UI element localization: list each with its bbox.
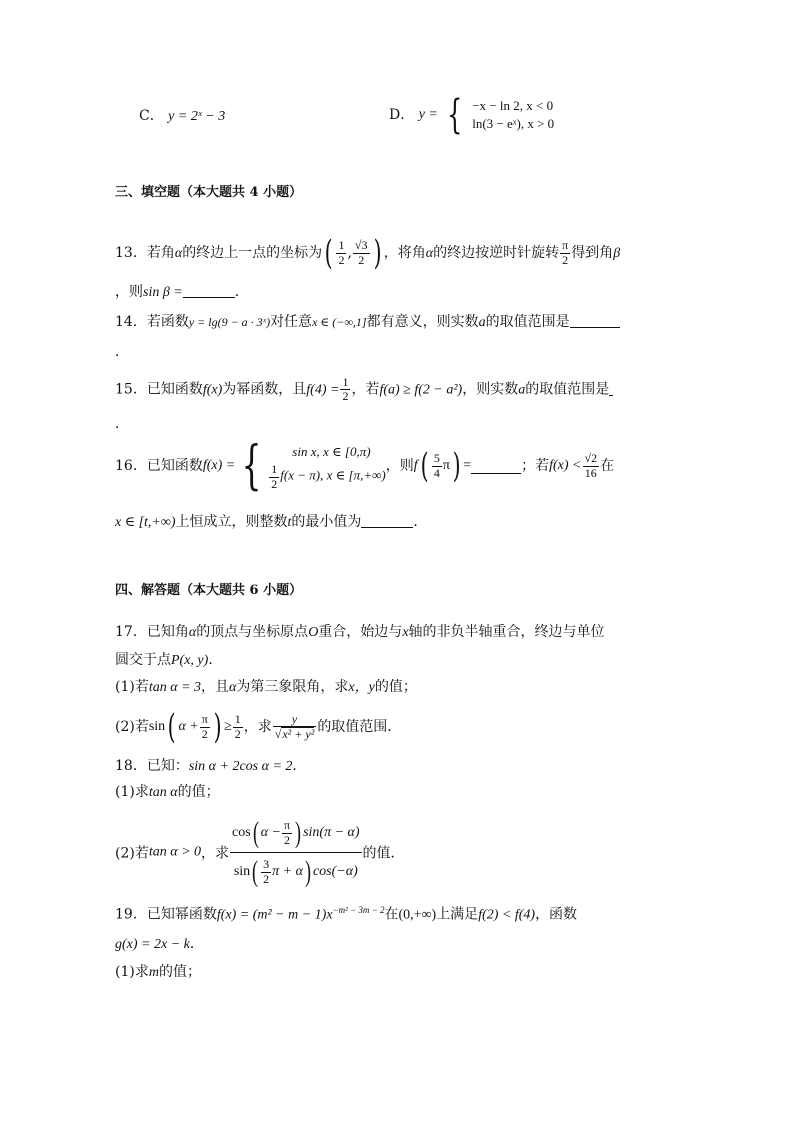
- q13-end: ．: [234, 284, 249, 300]
- q19-p1-text: 的值；: [158, 964, 201, 980]
- question-15-end: ．: [115, 416, 129, 432]
- numerator: π: [201, 712, 208, 727]
- option-d-cases: [472, 97, 554, 133]
- option-d-prefix: y =: [418, 107, 438, 122]
- fraction: [261, 858, 271, 885]
- geq: ≥: [224, 719, 232, 734]
- q19-end: ．: [189, 936, 204, 952]
- fraction: [336, 239, 346, 266]
- q15-text: ，若: [351, 381, 380, 398]
- option-c-label: C．: [139, 108, 164, 124]
- q16-inequality: f(x) <: [549, 458, 582, 473]
- q18-p2-expr: tan α > 0: [148, 844, 202, 860]
- option-d-case1: −x − ln 2, x < 0: [472, 98, 554, 113]
- numerator: √2: [584, 451, 598, 466]
- fraction: [353, 239, 370, 266]
- t-symbol: t: [287, 515, 292, 530]
- question-17-part1: [115, 677, 417, 698]
- paren: (: [420, 446, 429, 486]
- q18-p1-text: (1)求: [115, 784, 149, 800]
- q13-text: 的终边上一点的坐标为: [182, 245, 323, 261]
- paren: (: [252, 855, 259, 888]
- q18-p1-text: 的值；: [177, 784, 220, 800]
- numerator-expr: α −: [260, 825, 281, 841]
- alpha-symbol: α: [188, 625, 197, 640]
- q13-text: ，则: [115, 284, 143, 300]
- denominator: 2: [263, 871, 270, 886]
- a-symbol: a: [478, 315, 486, 330]
- numerator: √3: [354, 238, 368, 253]
- paren: ): [295, 816, 302, 849]
- point-p: P(x, y): [171, 653, 209, 668]
- numerator: 1: [342, 375, 349, 389]
- q19-p1-text: (1)求: [115, 964, 149, 980]
- q15-text: ，则实数: [462, 381, 519, 398]
- fraction: [583, 452, 600, 479]
- q16-text: ，则: [385, 458, 414, 474]
- fraction: [432, 452, 442, 479]
- q14-expr: y = lg(9 − a · 3ˣ): [188, 315, 271, 329]
- q15-fx: f(x): [202, 382, 223, 398]
- a-symbol: a: [518, 382, 526, 398]
- denominator: [230, 853, 362, 889]
- equals: =: [463, 458, 472, 473]
- q17-p1-expr: tan α = 3: [148, 680, 202, 695]
- denominator: 4: [433, 465, 440, 480]
- numerator: 1: [338, 238, 345, 253]
- numerator: 1: [234, 712, 241, 727]
- q19-exponent: −m² − 3m − 2: [332, 905, 385, 915]
- option-c: [139, 106, 225, 127]
- q19-text: 已知幂函数: [146, 906, 217, 923]
- q17-p1-text: 的值；: [374, 679, 417, 695]
- pi-symbol: π: [442, 458, 450, 473]
- denominator-expr: π + α: [272, 864, 303, 880]
- question-18-part1: [115, 782, 220, 803]
- numerator: [230, 816, 362, 853]
- paren: ): [304, 855, 311, 888]
- paren: ): [213, 707, 222, 747]
- answer-blank[interactable]: [570, 313, 620, 328]
- q13-text: 得到角: [571, 245, 614, 261]
- q18-expr: sin α + 2cos α = 2: [188, 759, 293, 774]
- q16-cases: [268, 441, 385, 490]
- q17-end: ．: [208, 652, 223, 668]
- q15-number: 15．: [115, 381, 147, 398]
- numerator: 3: [263, 857, 270, 872]
- q17-p2-expr: α +: [178, 719, 199, 734]
- m-symbol: m: [148, 965, 159, 980]
- q17-p1-xy: x，y: [348, 680, 375, 695]
- paren: (: [167, 707, 176, 747]
- answer-blank[interactable]: [183, 283, 235, 298]
- answer-blank[interactable]: [361, 513, 413, 528]
- q17-p1-text: 为第三象限角，求: [236, 679, 349, 695]
- q18-end: ．: [292, 758, 307, 774]
- x-symbol: x: [402, 625, 409, 640]
- q15-f4: f(4) =: [306, 382, 340, 398]
- option-c-expr: y = 2ˣ − 3: [168, 109, 226, 124]
- q17-p2-text: ，求: [243, 719, 272, 735]
- q17-text: 轴的非负半轴重合，终边与单位: [408, 624, 605, 640]
- question-14-end: ．: [115, 344, 129, 360]
- numerator: y: [273, 713, 317, 727]
- q13-text: 的终边按逆时针旋转: [433, 245, 560, 261]
- option-d-case2: ln(3 − eˣ), x > 0: [472, 116, 555, 131]
- question-18: [115, 756, 306, 777]
- fraction: [282, 819, 292, 846]
- q15-text: 为幂函数，且: [222, 381, 307, 398]
- cos-function: cos: [232, 825, 251, 841]
- section-3-title: 三、填空题（本大题共 4 小题）: [115, 185, 303, 200]
- q19-fx: f(x) = (m² − m − 1)x: [216, 907, 333, 923]
- q16-case2: [268, 463, 385, 490]
- q14-text: 都有意义，则实数: [366, 314, 479, 330]
- q16-text: 上恒成立，则整数: [175, 514, 288, 530]
- question-14: [115, 312, 620, 333]
- q17-text: 已知角: [146, 624, 189, 640]
- origin-symbol: O: [308, 625, 319, 640]
- fraction: [340, 376, 350, 403]
- q18-p1-expr: tan α: [148, 785, 178, 800]
- q14-number: 14．: [115, 314, 147, 330]
- q16-domain: x ∈ [t,+∞): [115, 515, 176, 530]
- q19-text: 上满足: [436, 906, 479, 923]
- answer-blank[interactable]: [609, 381, 613, 396]
- sin-function: sin: [148, 719, 166, 734]
- q15-inequality: f(a) ≥ f(2 − a²): [379, 382, 463, 398]
- q16-number: 16．: [115, 458, 147, 474]
- denominator: √x² + y²: [274, 727, 315, 741]
- q18-p2-text: 的值．: [362, 845, 405, 862]
- q16-text: ；若: [521, 458, 550, 474]
- beta-symbol: β: [613, 246, 621, 261]
- paren: (: [324, 233, 333, 273]
- numerator: π: [562, 238, 569, 253]
- denominator: 2: [284, 832, 291, 847]
- question-16: [115, 436, 615, 496]
- q19-text: ，函数: [535, 906, 578, 923]
- alpha-symbol: α: [174, 246, 183, 261]
- question-13-line2: [115, 282, 249, 303]
- big-fraction: [230, 816, 362, 889]
- q16-f: f: [413, 458, 418, 473]
- denominator: 2: [358, 252, 365, 267]
- fraction: [233, 713, 243, 740]
- q17-text: 圆交于点: [115, 652, 171, 668]
- q13-text: 若角: [146, 245, 175, 261]
- q17-number: 17．: [115, 624, 147, 640]
- paren: ): [452, 446, 461, 486]
- q17-text: 的顶点与坐标原点: [196, 624, 309, 640]
- denominator: 2: [201, 726, 208, 741]
- numerator: 5: [433, 451, 440, 466]
- question-13: 13．若角α的终边上一点的坐标为( $\frac{1}{2}$ , $\frac{√3}{2}$ ) ，将角α的终边按逆时针旋转 $\frac{\pi}{2}$ 得到角β: [115, 233, 621, 273]
- q18-text: 已知：: [146, 758, 189, 774]
- q17-text: 重合，始边与: [318, 624, 403, 640]
- q16-fx: f(x) =: [202, 458, 236, 473]
- q17-p2-text: 的取值范围．: [317, 719, 402, 735]
- q16-end: ．: [413, 514, 428, 530]
- q13-number: 13．: [115, 245, 147, 261]
- question-19-part1: [115, 962, 201, 983]
- q17-p2-text: (2)若: [115, 719, 149, 735]
- q15-text: 已知函数: [146, 381, 203, 398]
- alpha-symbol: α: [229, 680, 237, 695]
- q19-interval: (0,+∞): [398, 907, 437, 923]
- q16-text: 已知函数: [146, 458, 203, 474]
- section-4-title: 四、解答题（本大题共 6 小题）: [115, 583, 303, 598]
- q18-number: 18．: [115, 758, 147, 774]
- option-d: [389, 92, 555, 138]
- q16-text: 的最小值为: [291, 514, 362, 530]
- denominator: 16: [584, 465, 597, 480]
- brace: {: [241, 436, 262, 496]
- paren: ): [373, 233, 382, 273]
- denominator-cos: cos(−α): [312, 864, 358, 880]
- question-18-part2: [115, 816, 405, 889]
- q19-gx: g(x) = 2x − k: [115, 937, 190, 952]
- q14-text: 对任意: [270, 314, 313, 330]
- q18-p2-text: ，求: [201, 845, 230, 862]
- q15-text: 的取值范围是: [525, 381, 610, 398]
- answer-blank[interactable]: [471, 459, 521, 474]
- q19-inequality: f(2) < f(4): [478, 907, 536, 923]
- q13-text: ，将角: [383, 245, 426, 261]
- denominator: 2: [338, 252, 345, 267]
- question-17: [115, 622, 605, 643]
- fraction: [560, 239, 570, 266]
- fraction: [269, 463, 279, 490]
- question-19: [115, 900, 577, 926]
- fraction: [273, 713, 317, 741]
- denominator: 2: [562, 252, 569, 267]
- alpha-symbol: α: [425, 246, 434, 261]
- option-d-label: D．: [389, 107, 415, 123]
- q16-case2-expr: f(x − π), x ∈ [π,+∞): [280, 467, 386, 483]
- numerator: 1: [271, 462, 278, 477]
- denominator: 2: [234, 726, 241, 741]
- brace: {: [447, 92, 463, 138]
- sin-function: sin: [233, 864, 251, 880]
- question-15: [115, 376, 613, 403]
- q17-p1-text: (1)若: [115, 679, 149, 695]
- question-16-line2: [115, 512, 427, 533]
- q19-text: 在: [384, 906, 399, 923]
- question-19-line2: [115, 934, 204, 955]
- q19-number: 19．: [115, 906, 147, 923]
- fraction: [200, 713, 210, 740]
- numerator-sin: sin(π − α): [303, 825, 360, 841]
- q17-p1-text: ，且: [201, 679, 230, 695]
- numerator: π: [284, 818, 291, 833]
- denominator: 2: [342, 389, 349, 404]
- q13-expr: sin β =: [143, 285, 183, 300]
- q18-p2-text: (2)若: [115, 845, 149, 862]
- question-17-line2: [115, 650, 222, 671]
- denominator: 2: [271, 476, 278, 491]
- question-17-part2: [115, 707, 402, 747]
- paren: (: [252, 816, 259, 849]
- q14-text: 的取值范围是: [485, 314, 570, 330]
- q16-case1: sin x, x ∈ [0,π): [292, 444, 371, 460]
- q16-text: 在: [600, 458, 615, 474]
- sqrt-radicand: x² + y²: [282, 727, 315, 741]
- q14-text: 若函数: [146, 314, 189, 330]
- q14-domain: x ∈ (−∞,1]: [312, 315, 367, 329]
